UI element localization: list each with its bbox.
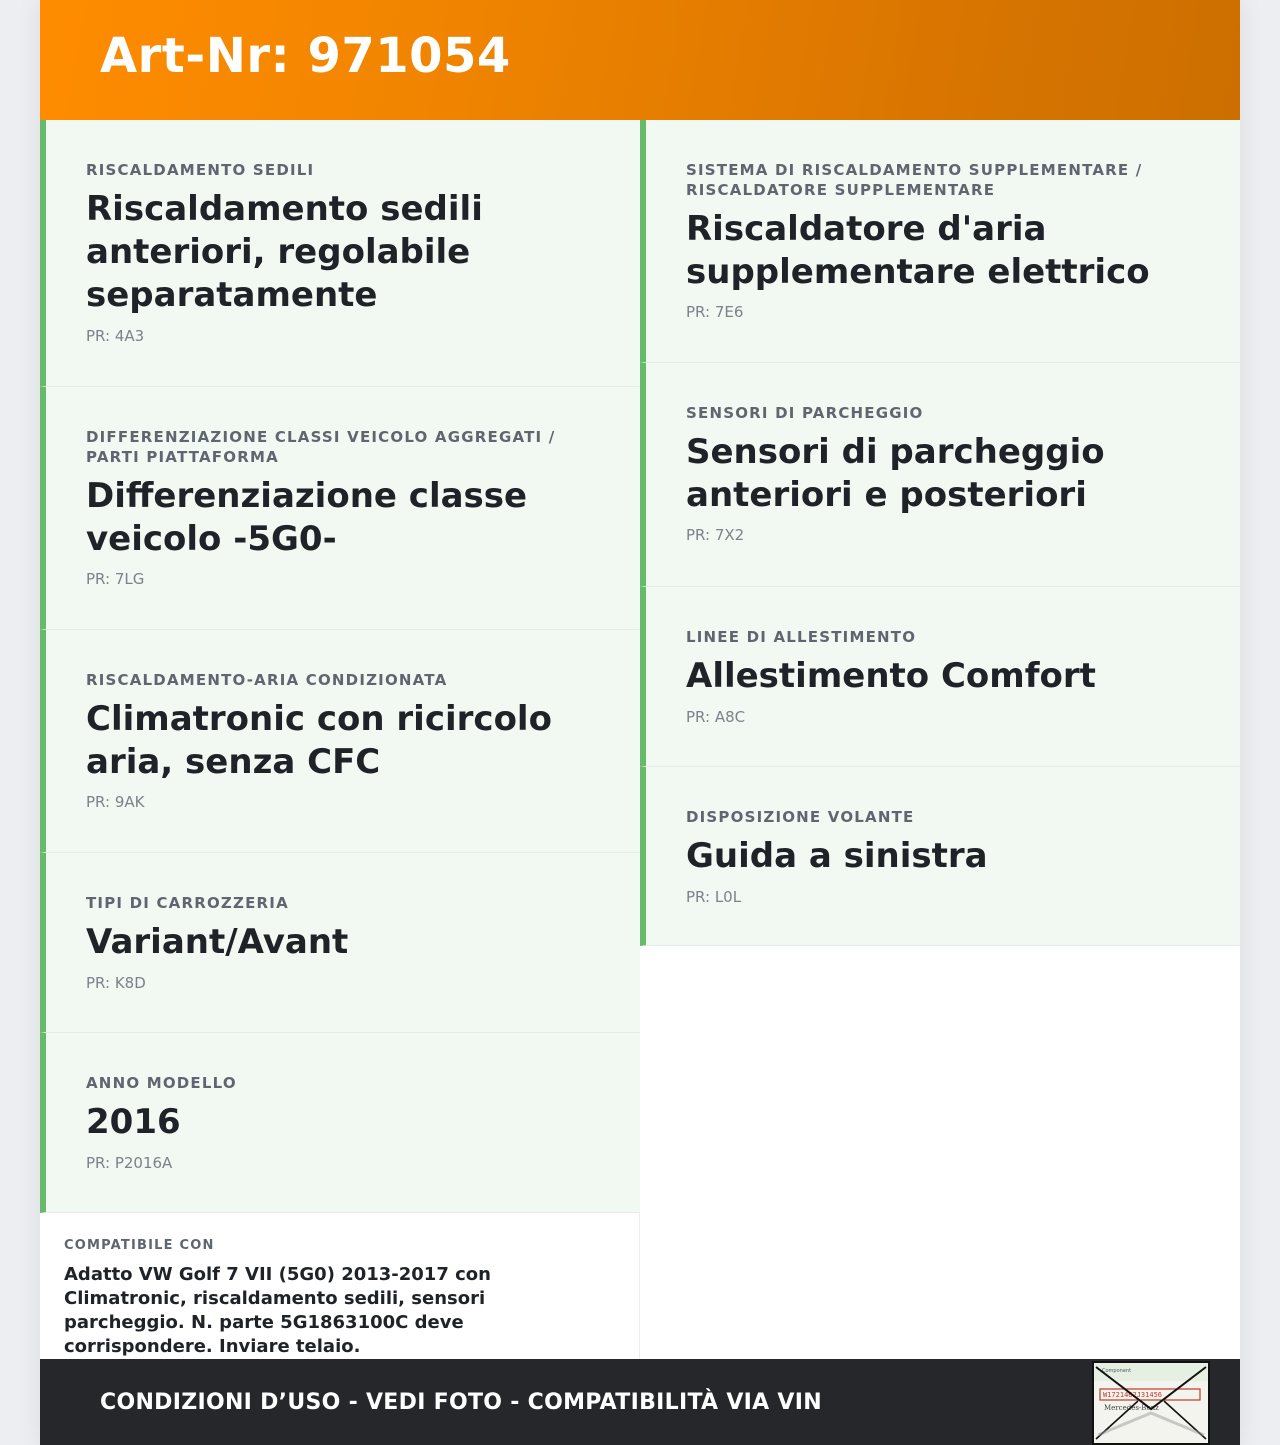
spec-pr-code: PR: 4A3 [86,327,145,345]
spec-pr-code: PR: L0L [686,888,742,906]
thumbnail-brand: Mercedes-Benz [1104,1404,1159,1412]
spec-pr-code: PR: 9AK [86,793,145,811]
spec-card-vehicle-class [40,387,640,630]
spec-value: Riscaldamento sedili anteriori, regolabile separatamente [86,189,483,315]
spec-card-aux-heater [640,120,1240,363]
spec-card-steering [640,767,1240,946]
spec-card-parking-sensors [640,363,1240,587]
spec-value: Climatronic con ricircolo aria, senza CFC [86,699,552,782]
spec-card-body-type [40,853,640,1033]
spec-label: DISPOSIZIONE VOLANTE [686,808,915,826]
spec-pr-code: PR: K8D [86,974,146,992]
spec-value: Differenziazione classe veicolo -5G0- [86,476,528,559]
spec-value: Riscaldatore d'aria supplementare elettrico [686,209,1150,292]
spec-value: 2016 [86,1102,181,1142]
spec-value: Sensori di parcheggio anteriori e posteriori [686,432,1105,515]
compatibility-label: COMPATIBILE CON [64,1238,215,1253]
header-bar [40,0,1240,120]
spec-value: Variant/Avant [86,922,349,962]
spec-label: RISCALDAMENTO SEDILI [86,161,315,179]
footer-conditions-text: CONDIZIONI D’USO - VEDI FOTO - COMPATIBILITÀ VIA VIN [100,1390,822,1415]
thumbnail-code: W1721462J31456 [1103,1391,1163,1399]
article-number-title: Art-Nr: 971054 [100,28,511,84]
spec-label: ANNO MODELLO [86,1074,237,1092]
spec-label: RISCALDAMENTO-ARIA CONDIZIONATA [86,671,448,689]
spec-label: SENSORI DI PARCHEGGIO [686,404,924,422]
page [40,0,1240,1445]
compatibility-text: Adatto VW Golf 7 VII (5G0) 2013-2017 con Climatronic, riscaldamento sedili, sensori parcheggio. N. parte 5G1863100C deve corrispondere. Inviare telaio. [64,1264,491,1357]
envelope-icon [1094,1363,1208,1443]
spec-label: SISTEMA DI RISCALDAMENTO SUPPLEMENTARE / RISCALDATORE SUPPLEMENTARE [686,161,1143,199]
spec-label: TIPI DI CARROZZERIA [86,894,289,912]
spec-card-climate [40,630,640,853]
label-photo-thumbnail[interactable] [1092,1361,1210,1445]
spec-label: DIFFERENZIAZIONE CLASSI VEICOLO AGGREGATI / PARTI PIATTAFORMA [86,428,556,466]
spec-card-seat-heating [40,120,640,387]
footer-bar [40,1359,1240,1445]
spec-value: Allestimento Comfort [686,656,1096,696]
spec-value: Guida a sinistra [686,836,988,876]
spec-pr-code: PR: P2016A [86,1154,173,1172]
spec-pr-code: PR: 7LG [86,570,145,588]
spec-pr-code: PR: 7E6 [686,303,744,321]
thumbnail-heading: Component [1102,1368,1132,1374]
spec-pr-code: PR: 7X2 [686,526,745,544]
spec-pr-code: PR: A8C [686,708,746,726]
spec-label: LINEE DI ALLESTIMENTO [686,628,917,646]
compatibility-section [40,1213,640,1359]
spec-card-trim-line [640,587,1240,767]
spec-card-model-year [40,1033,640,1213]
